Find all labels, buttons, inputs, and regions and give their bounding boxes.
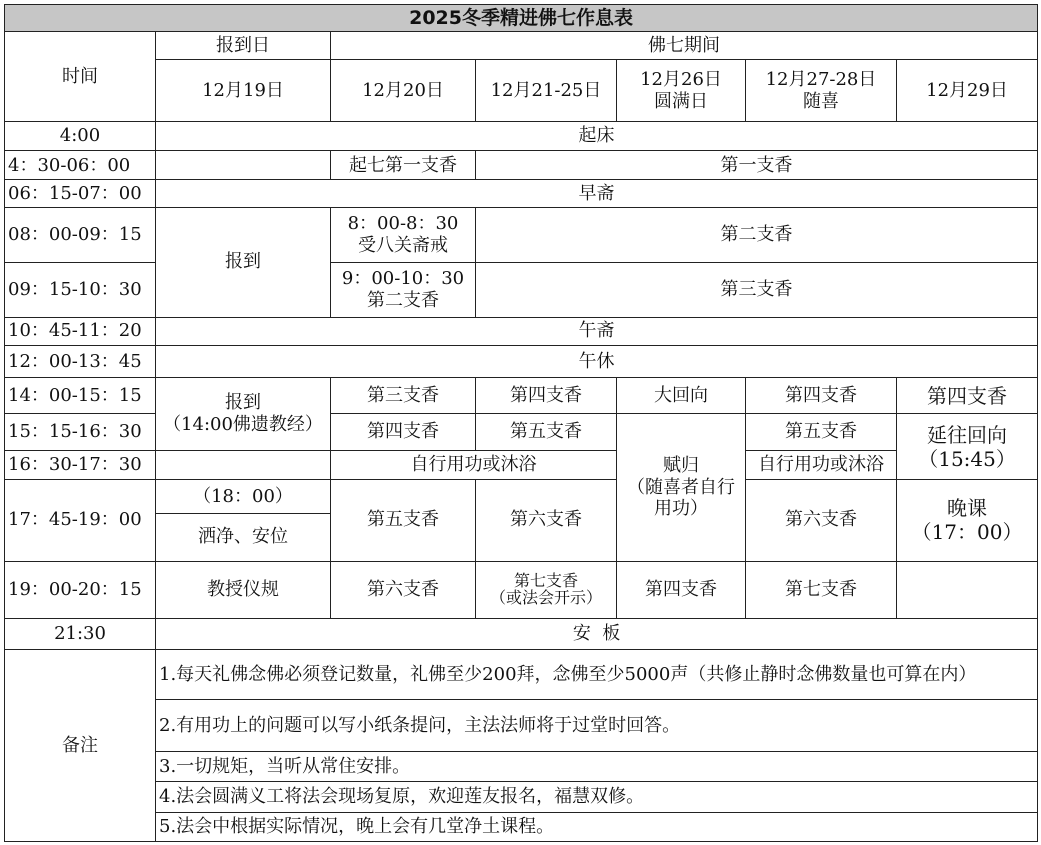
time-cell-third-session: 09：15-10：30 bbox=[5, 263, 156, 317]
activity-dec20-second-session: 9：00-10：30 第二支香 bbox=[331, 263, 476, 317]
activity-return-home: 赋归 （随喜者自行用功） bbox=[617, 414, 746, 561]
activity-second-session: 第二支香 bbox=[476, 207, 1038, 262]
time-cell-first-session: 4：30-06：00 bbox=[5, 151, 156, 180]
activity-dec27-seventh-session: 第七支香 bbox=[746, 561, 897, 618]
time-column-header: 时间 bbox=[5, 32, 156, 122]
activity-self-practice-or-bath: 自行用功或沐浴 bbox=[331, 450, 617, 479]
activity-seventh-session-or-dharma-talk: 第七支香 （或法会开示） bbox=[476, 561, 617, 618]
activity-noon-rest: 午休 bbox=[156, 345, 1038, 377]
notes-label: 备注 bbox=[5, 650, 156, 842]
activity-dec27-self-practice: 自行用功或沐浴 bbox=[746, 450, 897, 479]
activity-grand-dedication: 大回向 bbox=[617, 378, 746, 414]
activity-dec21-fourth-session: 第四支香 bbox=[476, 378, 617, 414]
activity-dec27-fifth-session: 第五支香 bbox=[746, 414, 897, 450]
activity-first-session: 第一支香 bbox=[476, 151, 1038, 180]
activity-registration: 报到 bbox=[156, 207, 331, 317]
note-item: 4.法会圆满义工将法会现场复原，欢迎莲友报名，福慧双修。 bbox=[156, 782, 1038, 812]
purification-installation: 洒净、安位 bbox=[198, 526, 288, 548]
schedule-title: 2025冬季精进佛七作息表 bbox=[5, 5, 1038, 32]
registration-day-header: 报到日 bbox=[156, 32, 331, 60]
note-item: 3.一切规矩，当听从常住安排。 bbox=[156, 752, 1038, 782]
activity-dec29-fourth-session: 第四支香 bbox=[897, 378, 1038, 414]
activity-dec27-sixth-session: 第六支香 bbox=[746, 479, 897, 561]
date-header-dec20: 12月20日 bbox=[331, 60, 476, 122]
date-header-dec26: 12月26日 圆满日 bbox=[617, 60, 746, 122]
schedule-table bbox=[4, 4, 1038, 842]
activity-opening-first-session: 起七第一支香 bbox=[331, 151, 476, 180]
activity-lunch: 午斋 bbox=[156, 317, 1038, 345]
retreat-period-header: 佛七期间 bbox=[331, 32, 1038, 60]
activity-breakfast: 早斋 bbox=[156, 180, 1038, 207]
activity-closing-dedication: 延往回向 （15:45） bbox=[897, 414, 1038, 480]
note-item: 2.有用功上的问题可以写小纸条提问，主法法师将于过堂时回答。 bbox=[156, 699, 1038, 751]
time-cell-wakeup: 4:00 bbox=[5, 121, 156, 150]
date-header-dec27-28: 12月27-28日 随喜 bbox=[746, 60, 897, 122]
time-cell-self-practice: 16：30-17：30 bbox=[5, 450, 156, 479]
activity-dec27-fourth-session: 第四支香 bbox=[746, 378, 897, 414]
activity-dec20-fifth-session: 第五支香 bbox=[331, 479, 476, 561]
time-cell-evening-session: 17：45-19：00 bbox=[5, 479, 156, 561]
evening-registration-cell bbox=[156, 479, 331, 561]
activity-lights-out: 安 板 bbox=[156, 619, 1038, 650]
activity-ritual-instruction: 教授仪规 bbox=[156, 561, 331, 618]
time-cell-night-session: 19：00-20：15 bbox=[5, 561, 156, 618]
empty-cell bbox=[897, 561, 1038, 618]
date-header-dec19: 12月19日 bbox=[156, 60, 331, 122]
activity-dec26-fourth-session: 第四支香 bbox=[617, 561, 746, 618]
time-cell-afternoon-session: 14：00-15：15 bbox=[5, 378, 156, 414]
time-cell-noon-rest: 12：00-13：45 bbox=[5, 345, 156, 377]
activity-dec20-fourth-session: 第四支香 bbox=[331, 414, 476, 450]
time-cell-lunch: 10：45-11：20 bbox=[5, 317, 156, 345]
activity-third-session: 第三支香 bbox=[476, 263, 1038, 317]
schedule-sheet bbox=[4, 4, 1037, 842]
time-cell-late-afternoon: 15：15-16：30 bbox=[5, 414, 156, 450]
note-item: 1.每天礼佛念佛必须登记数量，礼佛至少200拜，念佛至少5000声（共修止静时念佛数量也可算在内） bbox=[156, 650, 1038, 699]
time-cell-second-session: 08：00-09：15 bbox=[5, 207, 156, 262]
date-header-dec29: 12月29日 bbox=[897, 60, 1038, 122]
empty-cell bbox=[156, 450, 331, 479]
date-header-dec21-25: 12月21-25日 bbox=[476, 60, 617, 122]
activity-eight-precepts: 8：00-8：30 受八关斋戒 bbox=[331, 207, 476, 262]
activity-evening-chanting: 晚课 （17：00） bbox=[897, 479, 1038, 561]
activity-dec20-third-session: 第三支香 bbox=[331, 378, 476, 414]
time-cell-breakfast: 06：15-07：00 bbox=[5, 180, 156, 207]
time-cell-lights-out: 21:30 bbox=[5, 619, 156, 650]
activity-wakeup: 起床 bbox=[156, 121, 1038, 150]
purification-time: （18：00） bbox=[156, 480, 330, 514]
activity-registration-sutra: 报到 （14:00佛遗教经） bbox=[156, 378, 331, 451]
empty-cell bbox=[156, 151, 331, 180]
activity-dec21-sixth-session: 第六支香 bbox=[476, 479, 617, 561]
activity-dec20-sixth-session: 第六支香 bbox=[331, 561, 476, 618]
activity-dec21-fifth-session: 第五支香 bbox=[476, 414, 617, 450]
note-item: 5.法会中根据实际情况，晚上会有几堂净土课程。 bbox=[156, 812, 1038, 841]
